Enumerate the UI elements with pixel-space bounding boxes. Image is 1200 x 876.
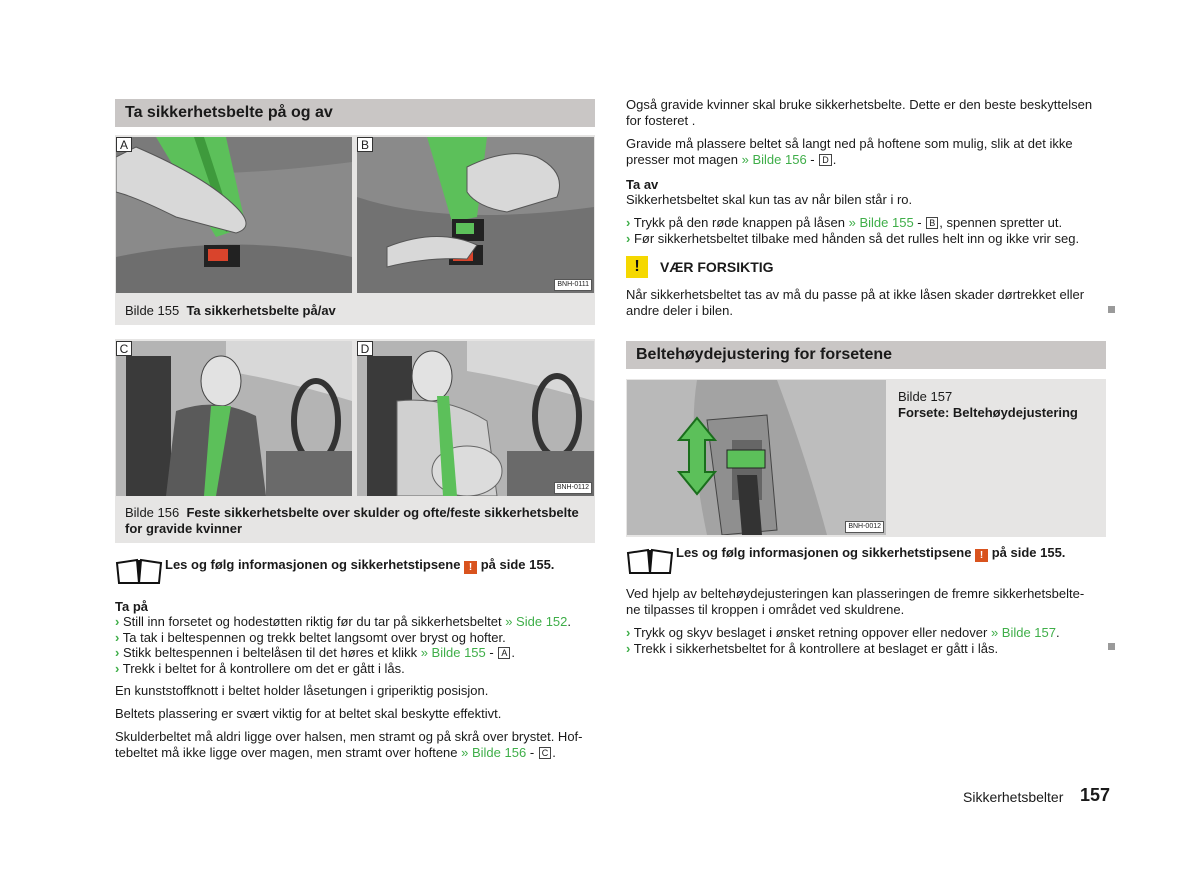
para-line-1: Ved hjelp av beltehøydejusteringen kan plasseringen de fremre sikkerhetsbelte- [626, 586, 1085, 601]
caution-title: VÆR FORSIKTIG [660, 259, 774, 275]
caption-title: Feste sikkerhetsbelte over skulder og ofte/feste sikkerhetsbelte for gravide kvinner [125, 505, 579, 536]
height-adjuster-illustration [627, 380, 886, 535]
figure-156 [115, 339, 595, 543]
section-title-right [626, 341, 1106, 369]
step-arrow-icon: › [115, 614, 120, 629]
read-note-page: på side 155. [991, 545, 1066, 560]
step-2 [626, 641, 1106, 657]
step-arrow-icon: › [115, 629, 120, 645]
figure-156-panel-d [357, 341, 594, 496]
panel-label-a: A [116, 137, 132, 152]
step-1: › Trykk og skyv beslaget i ønsket retning oppover eller nedover » Bilde 157. [626, 625, 1060, 640]
footer-section-name: Sikkerhetsbelter [963, 789, 1064, 805]
link-side-152[interactable]: » Side 152 [505, 614, 568, 629]
step-3: › Stikk beltespennen i beltelåsen til det høres et klikk » Bilde 155 - A . [115, 645, 515, 660]
text-ta-av: Sikkerhetsbeltet skal kun tas av når bilen står i ro. [626, 192, 913, 207]
caution-text: Når sikkerhetsbeltet tas av må du passe på at ikke låsen skader dørtrekket eller andre deler i bilen. [626, 287, 1085, 318]
caption-number: Bilde 156 [125, 505, 180, 520]
figure-157-image [627, 380, 886, 535]
warning-icon: ! [464, 561, 477, 574]
figure-157-caption [898, 389, 1103, 421]
steps-ta-av [626, 215, 1106, 246]
link-bilde-155[interactable]: » Bilde 155 [420, 645, 486, 660]
figure-157 [626, 379, 1106, 537]
link-bilde-156[interactable]: » Bilde 156 [461, 744, 527, 760]
figure-code: BNH-0111 [554, 279, 592, 291]
subhead-ta-av: Ta av [626, 177, 659, 192]
section-title-text: Ta sikkerhetsbelte på og av [125, 104, 333, 121]
step-arrow-icon: › [626, 625, 631, 640]
page-number: 157 [1080, 785, 1111, 805]
paragraph-knob: En kunststoffknott i beltet holder låsetungen i griperiktig posisjon. [115, 683, 489, 698]
caption-title: Ta sikkerhetsbelte på/av [186, 303, 336, 318]
step-text: Stikk beltespennen i beltelåsen til det høres et klikk [122, 645, 418, 660]
para-text: Gravide må plassere beltet så langt ned på hoftene som mulig, slik at det ikke presser mot magen [626, 136, 1073, 167]
step-arrow-icon: › [115, 660, 120, 676]
step-1 [115, 614, 600, 630]
step-text-post: , spennen spretter ut. [939, 215, 1063, 230]
step-arrow-icon: › [115, 645, 120, 660]
figure-155-panel-a [116, 137, 352, 293]
step-2 [115, 630, 600, 646]
para-text: tebeltet må ikke ligge over magen, men stramt over hoftene [115, 744, 458, 760]
book-icon [115, 557, 163, 585]
driver-belt-illustration [116, 341, 352, 496]
ref-badge: A [498, 647, 510, 659]
panel-label-d: D [357, 341, 373, 356]
belt-insert-illustration [116, 137, 352, 293]
paragraph-shoulder-belt [115, 729, 605, 760]
belt-release-illustration [357, 137, 594, 293]
link-bilde-156[interactable]: » Bilde 156 [741, 151, 807, 167]
read-note-right [676, 545, 1106, 562]
subhead-ta-pa: Ta på [115, 599, 148, 614]
step-4 [115, 661, 600, 677]
panel-label-c: C [116, 341, 132, 356]
para-line-2: tebeltet må ikke ligge over magen, men stramt over hoftene » Bilde 156 - C . [115, 744, 556, 760]
step-text: Trekk i beltet for å kontrollere om det er gått i lås. [122, 660, 405, 676]
caution-box [626, 256, 1106, 278]
figure-155-caption [125, 303, 585, 319]
panel-label-b: B [357, 137, 373, 152]
read-note-page: på side 155. [480, 557, 555, 572]
caption-title: Forsete: Beltehøydejustering [898, 405, 1078, 420]
step-1: › Trykk på den røde knappen på låsen » Bilde 155 - B , spennen spretter ut. [626, 215, 1063, 230]
link-bilde-155[interactable]: » Bilde 155 [848, 215, 914, 230]
caption-number: Bilde 155 [125, 303, 180, 318]
warning-icon: ! [975, 549, 988, 562]
step-arrow-icon: › [626, 640, 631, 656]
step-arrow-icon: › [626, 215, 631, 230]
paragraph-placement: Beltets plassering er svært viktig for at beltet skal beskytte effektivt. [115, 706, 502, 721]
end-marker [1108, 306, 1115, 313]
section-title-text: Beltehøydejustering for forsetene [636, 346, 893, 363]
figure-155-panel-b [357, 137, 594, 293]
steps-adjuster [626, 625, 1106, 656]
ref-badge: B [926, 217, 938, 229]
paragraph-pregnant-1: Også gravide kvinner skal bruke sikkerhetsbelte. Dette er den beste beskyttelsen for fosteret . [626, 97, 1093, 128]
ref-badge: C [539, 747, 552, 759]
end-marker [1108, 643, 1115, 650]
step-text: Trykk på den røde knappen på låsen [633, 215, 845, 230]
step-end: . [567, 614, 572, 629]
paragraph-adjuster [626, 586, 1111, 617]
step-2 [626, 231, 1106, 247]
figure-156-caption [125, 505, 590, 537]
link-bilde-157[interactable]: » Bilde 157 [990, 625, 1056, 640]
step-text: Still inn forsetet og hodestøtten riktig før du tar på sikkerhetsbeltet [122, 614, 502, 629]
para-line-2: ne tilpasses til kroppen i området ved skuldrene. [626, 601, 905, 617]
paragraph-pregnant-2: Gravide må plassere beltet så langt ned på hoftene som mulig, slik at det ikke presser mot magen » Bilde 156 - D . [626, 136, 1073, 167]
caption-number: Bilde 157 [898, 389, 953, 404]
read-note-left [165, 557, 595, 574]
figure-code: BNH-0112 [554, 482, 592, 494]
step-text: Trykk og skyv beslaget i ønsket retning oppover eller nedover [633, 625, 988, 640]
step-text: Før sikkerhetsbeltet tilbake med hånden så det rulles helt inn og ikke vrir seg. [633, 230, 1080, 246]
section-title-left [115, 99, 595, 127]
figure-156-panel-c [116, 341, 352, 496]
step-text: Ta tak i beltespennen og trekk beltet langsomt over bryst og hofter. [122, 629, 506, 645]
figure-code: BNH-0012 [845, 521, 884, 533]
step-arrow-icon: › [626, 230, 631, 246]
book-icon [626, 547, 674, 575]
figure-155 [115, 135, 595, 325]
read-note-text: Les og følg informasjonen og sikkerhetstipsene [676, 545, 972, 560]
warning-triangle-icon: ! [626, 256, 648, 278]
pregnant-driver-belt-illustration [357, 341, 594, 496]
steps-ta-pa [115, 614, 600, 676]
para-line-1: Skulderbeltet må aldri ligge over halsen, men stramt og på skrå over brystet. Hof- [115, 729, 583, 744]
ref-badge: D [819, 154, 832, 166]
step-text: Trekk i sikkerhetsbeltet for å kontrollere at beslaget er gått i lås. [633, 640, 999, 656]
read-note-text: Les og følg informasjonen og sikkerhetstipsene [165, 557, 461, 572]
